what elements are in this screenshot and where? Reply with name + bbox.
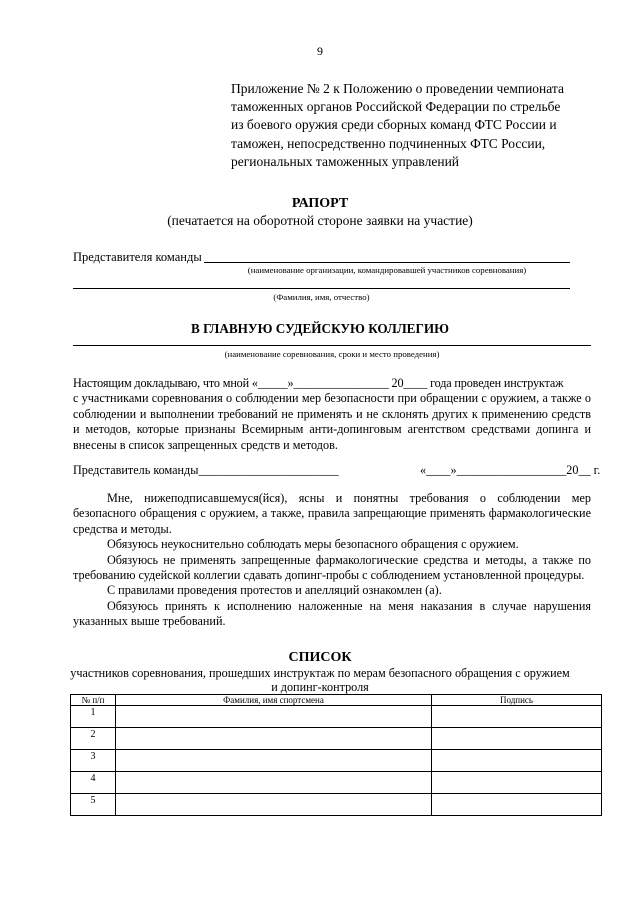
- name-cell[interactable]: [116, 794, 432, 816]
- report-title: РАПОРТ: [291, 196, 349, 211]
- report-subtitle: (печатается на оборотной стороне заявки на участие): [167, 213, 473, 228]
- row-number: 1: [71, 706, 116, 728]
- table-row: [71, 794, 602, 816]
- table-row: [71, 772, 602, 794]
- signature-cell[interactable]: [432, 750, 602, 772]
- name-cell[interactable]: [116, 728, 432, 750]
- org-caption: (наименование организации, командировавшей участников соревнования): [247, 265, 527, 275]
- table-row: [71, 706, 602, 728]
- report-body-first-line: Настоящим докладываю, что мной «_____»________________ 20____ года проведен инструктаж: [73, 376, 564, 390]
- representative-field-line[interactable]: [204, 262, 570, 263]
- header-signature: Подпись: [432, 695, 602, 706]
- oath-paragraph: Обязуюсь принять к исполнению наложенные на меня наказания в случае нарушения указанных выше требований.: [73, 598, 591, 629]
- appendix-line: таможенных органов Российской Федерации по стрельбе: [231, 99, 561, 115]
- appendix-line: из боевого оружия среди сборных команд ФТС России и: [231, 117, 557, 133]
- list-subtitle-line: и допинг-контроля: [271, 680, 369, 694]
- oath-paragraph: Обязуюсь неукоснительно соблюдать меры безопасного обращения с оружием.: [107, 537, 519, 552]
- oath-paragraph: С правилами проведения протестов и апелляций ознакомлен (а).: [107, 583, 442, 598]
- addressee: В ГЛАВНУЮ СУДЕЙСКУЮ КОЛЛЕГИЮ: [191, 321, 449, 336]
- signature-cell[interactable]: [432, 728, 602, 750]
- representative-label: Представителя команды: [73, 250, 202, 264]
- name-cell[interactable]: [116, 772, 432, 794]
- list-subtitle: [0, 666, 640, 694]
- table-header-row: [71, 695, 602, 706]
- appendix-header: [231, 80, 611, 171]
- report-body: [73, 376, 591, 453]
- sign-date: «____»__________________20__ г.: [420, 463, 601, 477]
- row-number: 4: [71, 772, 116, 794]
- report-body-text: с участниками соревнования о соблюдении мер безопасности при обращении с оружием, а также о соблюдении и выполнении требований не применять и не склонять других к применению средств и методов, которые признаны Всемирным анти-допинговым агентством средствами допинга и внесены в список запрещенных средств и методов.: [73, 391, 591, 452]
- row-number: 3: [71, 750, 116, 772]
- name-cell[interactable]: [116, 706, 432, 728]
- appendix-line: таможен, непосредственно подчиненных ФТС России,: [231, 135, 546, 151]
- competition-field-line[interactable]: [73, 345, 591, 346]
- signature-cell[interactable]: [432, 772, 602, 794]
- header-name: Фамилия, имя спортсмена: [116, 695, 432, 706]
- list-title: СПИСОК: [288, 650, 352, 665]
- appendix-line: Приложение № 2 к Положению о проведении чемпионата: [231, 81, 564, 96]
- row-number: 5: [71, 794, 116, 816]
- competition-caption: (наименование соревнования, сроки и место проведения): [224, 349, 440, 359]
- sign-representative: Представитель команды_______________________: [73, 463, 339, 477]
- table-row: [71, 728, 602, 750]
- signature-cell[interactable]: [432, 706, 602, 728]
- signature-cell[interactable]: [432, 794, 602, 816]
- fio-field-line[interactable]: [73, 288, 570, 289]
- table-row: [71, 750, 602, 772]
- list-subtitle-line: участников соревнования, прошедших инструктаж по мерам безопасного обращения с оружием: [70, 666, 570, 680]
- row-number: 2: [71, 728, 116, 750]
- page-number: 9: [317, 44, 323, 58]
- header-number: № п/п: [71, 695, 116, 706]
- fio-caption: (Фамилия, имя, отчество): [273, 292, 370, 302]
- oath-paragraph: Мне, нижеподписавшемуся(йся), ясны и понятны требования о соблюдении мер безопасного обращения с оружием, а также, правила запрещающие применять фармакологические средства и методы.: [73, 491, 591, 536]
- oath-block: [73, 491, 591, 630]
- name-cell[interactable]: [116, 750, 432, 772]
- oath-paragraph: Обязуюсь не применять запрещенные фармакологические средства и методы, а также по требованию судейской коллегии сдавать допинг-пробы с соблюдением установленной процедуры.: [73, 552, 591, 583]
- appendix-line: региональных таможенных управлений: [231, 153, 460, 169]
- participants-table: [70, 694, 602, 816]
